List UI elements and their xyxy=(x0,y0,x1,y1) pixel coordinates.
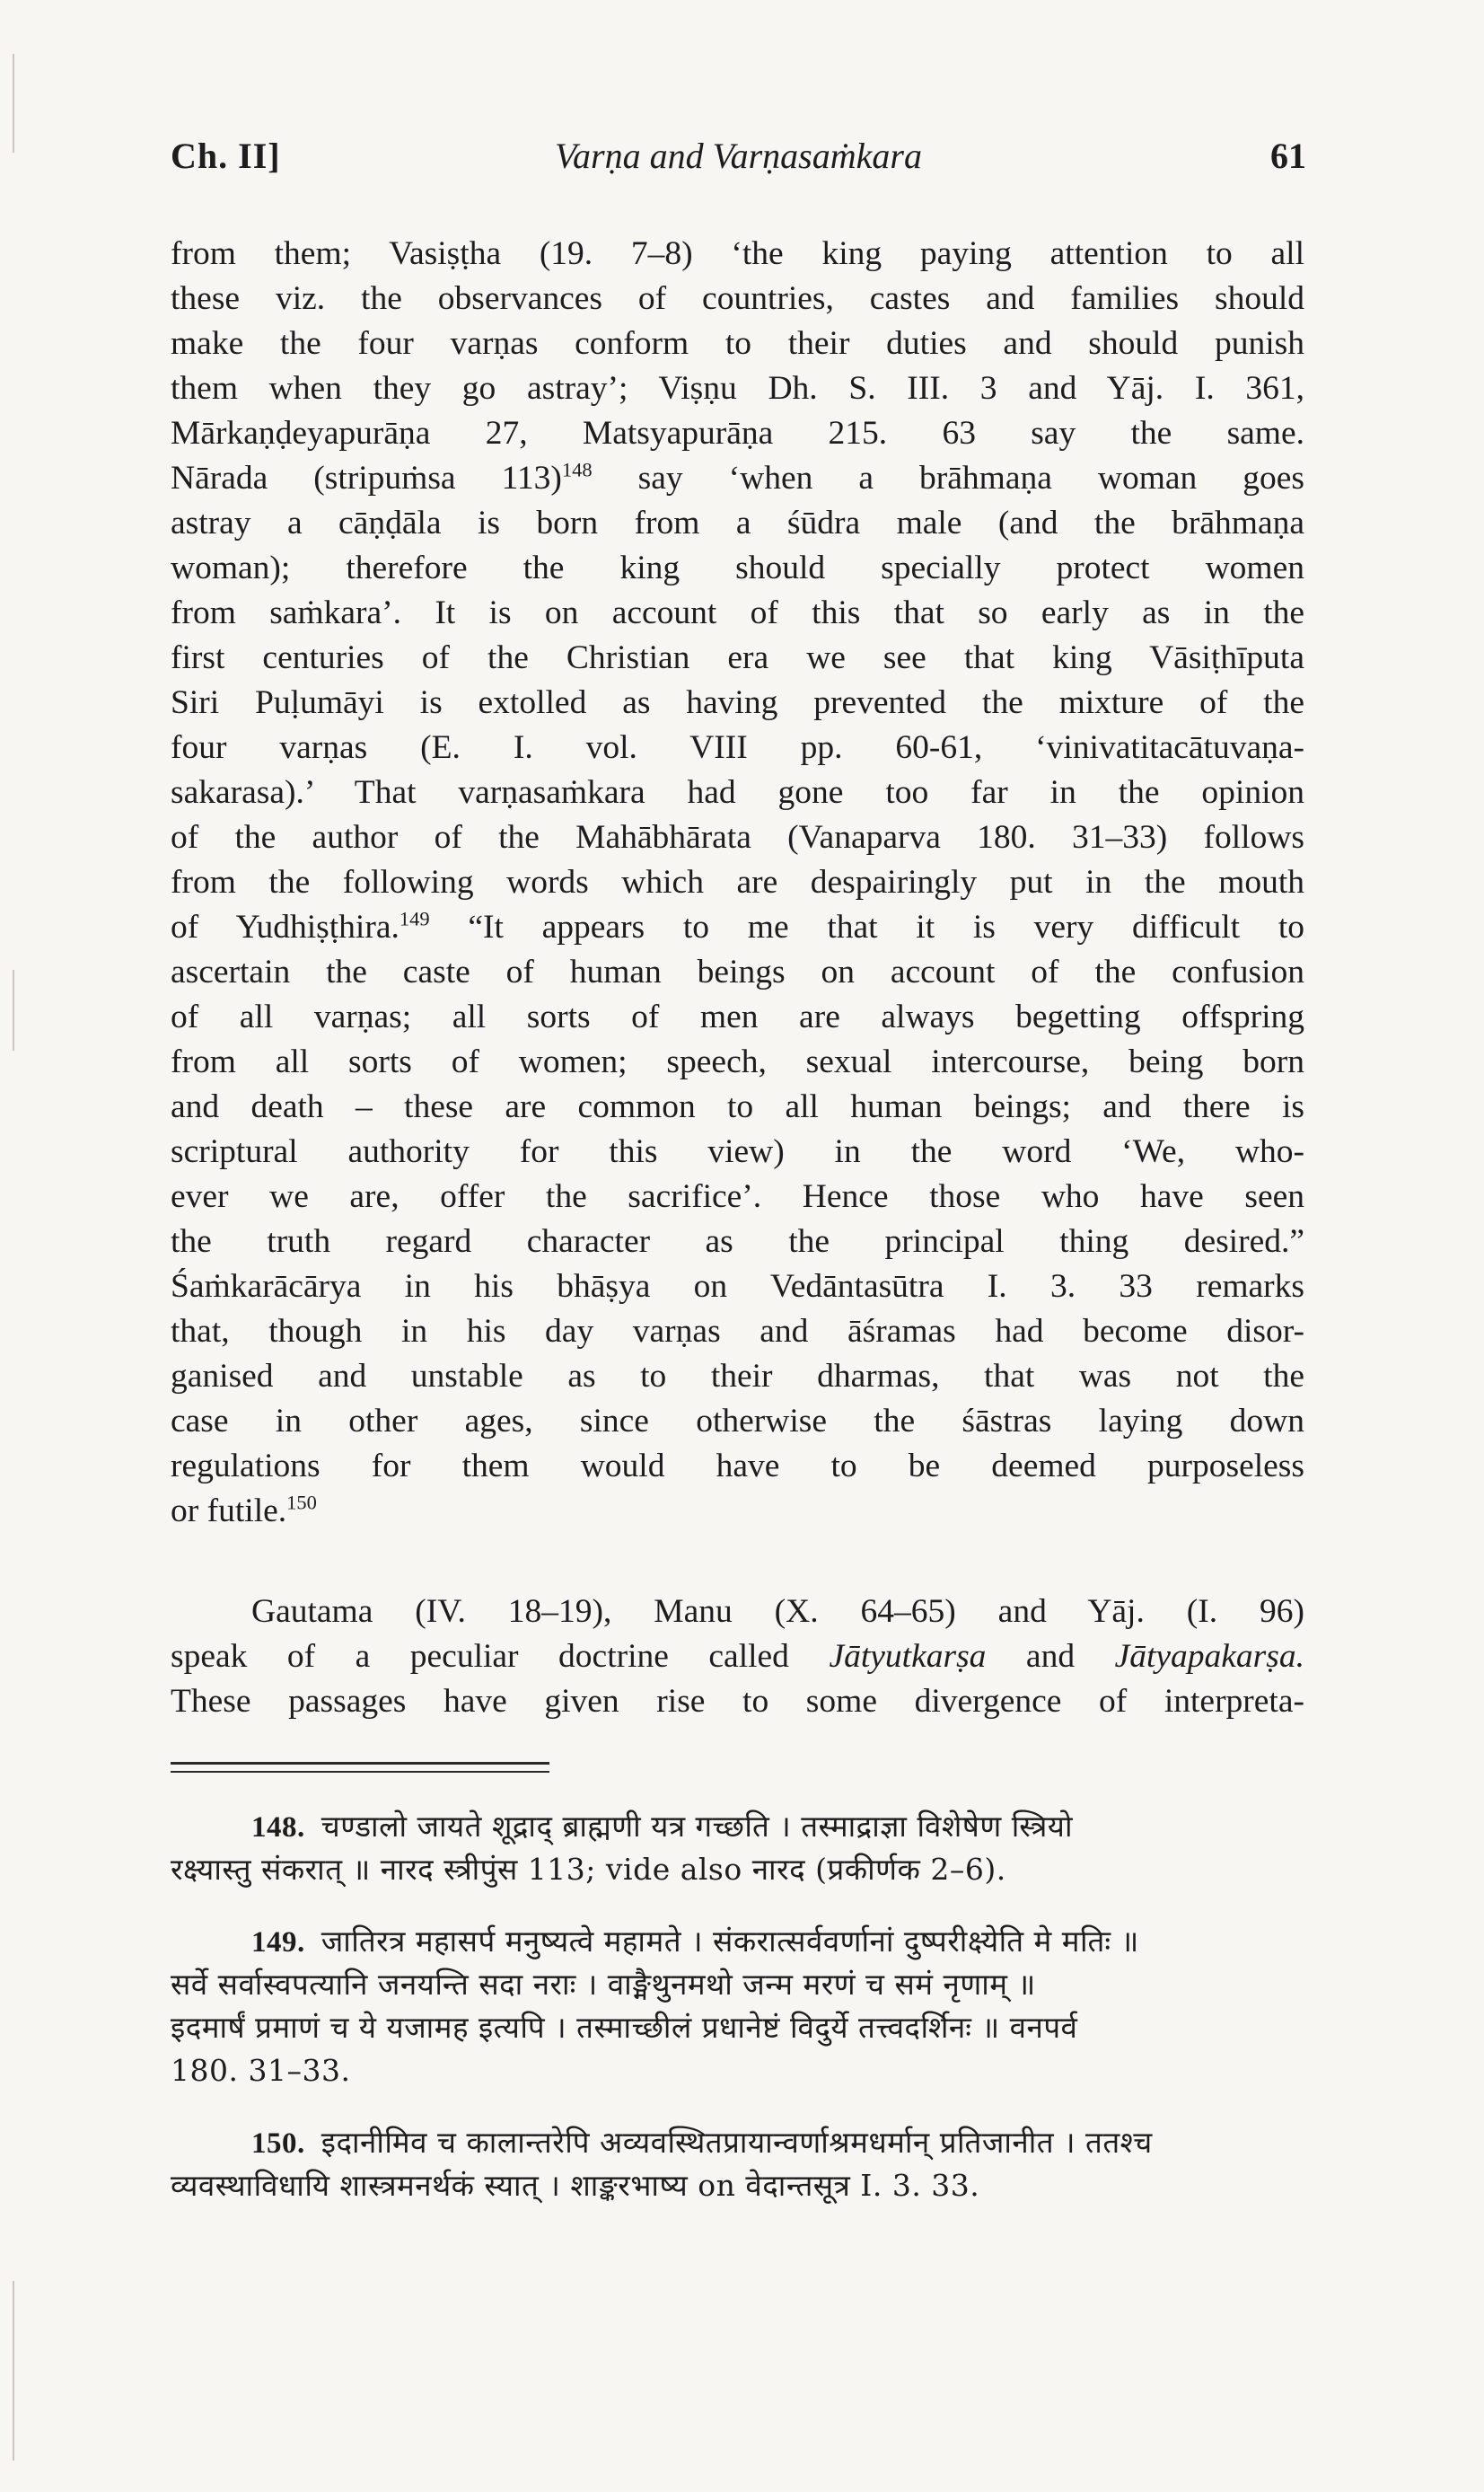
scan-edge-mark xyxy=(13,970,14,1051)
paragraph-1 xyxy=(171,232,1304,1534)
running-head xyxy=(171,135,1306,189)
footnote-line: रक्ष्यास्तु संकरात् ॥ नारद स्त्रीपुंस 113; vide also नारद (प्रकीर्णक 2–6). xyxy=(171,1852,1006,1887)
text-line: four varṇas (E. I. vol. VIII pp. 60-61, ‘vinivatitacātuvaṇa- xyxy=(171,729,1304,766)
footnote-line xyxy=(171,1920,1304,1963)
text-line xyxy=(171,456,1304,501)
footnote-text: चण्डालो जायते शूद्राद् ब्राह्मणी यत्र गच्छति । तस्माद्राज्ञा विशेषेण स्त्रियो xyxy=(321,1809,1073,1844)
footnote-line: सर्वे सर्वास्वपत्यानि जनयन्ति सदा नराः । वाङ्मैथुनमथो जन्म मरणं च समं नृणाम् ॥ xyxy=(171,1967,1036,2002)
text-line: them when they go astray’; Viṣṇu Dh. S. III. 3 and Yāj. I. 361, xyxy=(171,370,1304,407)
text-line: Siri Puḷumāyi is extolled as having prevented the mixture of the xyxy=(171,684,1304,721)
text-segment: Nārada (stripuṁsa 113) xyxy=(171,460,562,497)
text-line: sakarasa).’ That varṇasaṁkara had gone too far in the opinion xyxy=(171,774,1304,811)
term-jatyapakarsa: Jātyapakarṣa. xyxy=(1114,1638,1304,1675)
footnote-150 xyxy=(171,2121,1304,2207)
scan-edge-mark xyxy=(13,2281,14,2461)
footnote-line: 180. 31–33. xyxy=(171,2053,351,2088)
footnote-divider xyxy=(171,1771,549,1773)
footnote-ref-149[interactable]: 149 xyxy=(399,907,430,930)
text-line: make the four varṇas conform to their duties and should punish xyxy=(171,325,1304,362)
text-segment: “It appears to me that it is very difficult to xyxy=(429,909,1304,946)
text-line: ganised and unstable as to their dharmas, that was not the xyxy=(171,1358,1304,1395)
footnote-line: व्यवस्थाविधायि शास्त्रमनर्थकं स्यात् । शाङ्करभाष्य on वेदान्तसूत्र I. 3. 33. xyxy=(171,2168,980,2203)
scan-edge-mark xyxy=(13,54,14,153)
text-line: ever we are, offer the sacrifice’. Hence those who have seen xyxy=(171,1178,1304,1215)
text-segment: of Yudhiṣṭhira. xyxy=(171,909,400,946)
text-segment: or futile. xyxy=(171,1493,287,1529)
footnotes xyxy=(171,1805,1304,2207)
footnote-line xyxy=(171,2121,1304,2164)
paragraph-2 xyxy=(171,1589,1304,1724)
page-title: Varṇa and Varṇasaṁkara xyxy=(555,136,922,176)
footnote-number: 148. xyxy=(251,1811,305,1844)
footnote-148 xyxy=(171,1805,1304,1891)
text-line xyxy=(171,1634,1304,1679)
footnote-ref-150[interactable]: 150 xyxy=(286,1491,317,1514)
text-line: and death – these are common to all human beings; and there is xyxy=(171,1088,1304,1125)
text-line: from them; Vasiṣṭha (19. 7–8) ‘the king paying attention to all xyxy=(171,235,1304,272)
text-line: from the following words which are despairingly put in the mouth xyxy=(171,864,1304,901)
term-jatyutkarsa: Jātyutkarṣa xyxy=(829,1638,987,1675)
text-line: these viz. the observances of countries, castes and families should xyxy=(171,280,1304,317)
text-line: of all varṇas; all sorts of men are always begetting offspring xyxy=(171,999,1304,1035)
text-segment: and xyxy=(986,1638,1115,1675)
text-line xyxy=(171,1489,1304,1534)
footnote-line: इदमार्षं प्रमाणं च ये यजामह इत्यपि । तस्माच्छीलं प्रधानेष्टं विदुर्ये तत्त्वदर्शिनः ॥ वनपर्व xyxy=(171,2010,1078,2045)
text-line: case in other ages, since otherwise the śāstras laying down xyxy=(171,1403,1304,1440)
footnote-ref-148[interactable]: 148 xyxy=(561,458,593,481)
text-line: first centuries of the Christian era we see that king Vāsiṭhīputa xyxy=(171,639,1304,676)
text-line: of the author of the Mahābhārata (Vanaparva 180. 31–33) follows xyxy=(171,819,1304,856)
text-line: Mārkaṇḍeyapurāṇa 27, Matsyapurāṇa 215. 63 say the same. xyxy=(171,415,1304,452)
chapter-label: Ch. II] xyxy=(171,136,281,176)
text-line: that, though in his day varṇas and āśramas had become disor- xyxy=(171,1313,1304,1350)
text-line: These passages have given rise to some divergence of interpreta- xyxy=(171,1683,1304,1720)
footnote-divider xyxy=(171,1762,549,1765)
text-line: scriptural authority for this view) in the word ‘We, who- xyxy=(171,1133,1304,1170)
page-number: 61 xyxy=(1270,136,1306,176)
footnote-149 xyxy=(171,1920,1304,2092)
footnote-text: इदानीमिव च कालान्तरेपि अव्यवस्थितप्रायान्वर्णाश्रमधर्मान् प्रतिजानीत । ततश्च xyxy=(321,2125,1153,2160)
text-line: Gautama (IV. 18–19), Manu (X. 64–65) and Yāj. (I. 96) xyxy=(251,1593,1304,1630)
text-line: from all sorts of women; speech, sexual intercourse, being born xyxy=(171,1043,1304,1080)
text-line: ascertain the caste of human beings on account of the confusion xyxy=(171,954,1304,991)
footnote-text: जातिरत्र महासर्प मनुष्यत्वे महामते । संकरात्सर्ववर्णानां दुष्परीक्ष्येति मे मतिः ॥ xyxy=(321,1924,1139,1959)
footnote-line xyxy=(171,1805,1304,1848)
text-line: the truth regard character as the principal thing desired.” xyxy=(171,1223,1304,1260)
text-segment: speak of a peculiar doctrine called xyxy=(171,1638,830,1675)
footnote-number: 150. xyxy=(251,2127,305,2160)
text-line: woman); therefore the king should specially protect women xyxy=(171,550,1304,586)
text-line: astray a cāṇḍāla is born from a śūdra male (and the brāhmaṇa xyxy=(171,505,1304,542)
text-line: Śaṁkarācārya in his bhāṣya on Vedāntasūtra I. 3. 33 remarks xyxy=(171,1268,1304,1305)
text-line: regulations for them would have to be deemed purposeless xyxy=(171,1448,1304,1484)
text-line xyxy=(171,905,1304,950)
text-segment: say ‘when a brāhmaṇa woman goes xyxy=(592,460,1304,497)
footnote-number: 149. xyxy=(251,1926,305,1959)
text-line: from saṁkara’. It is on account of this that so early as in the xyxy=(171,594,1304,631)
